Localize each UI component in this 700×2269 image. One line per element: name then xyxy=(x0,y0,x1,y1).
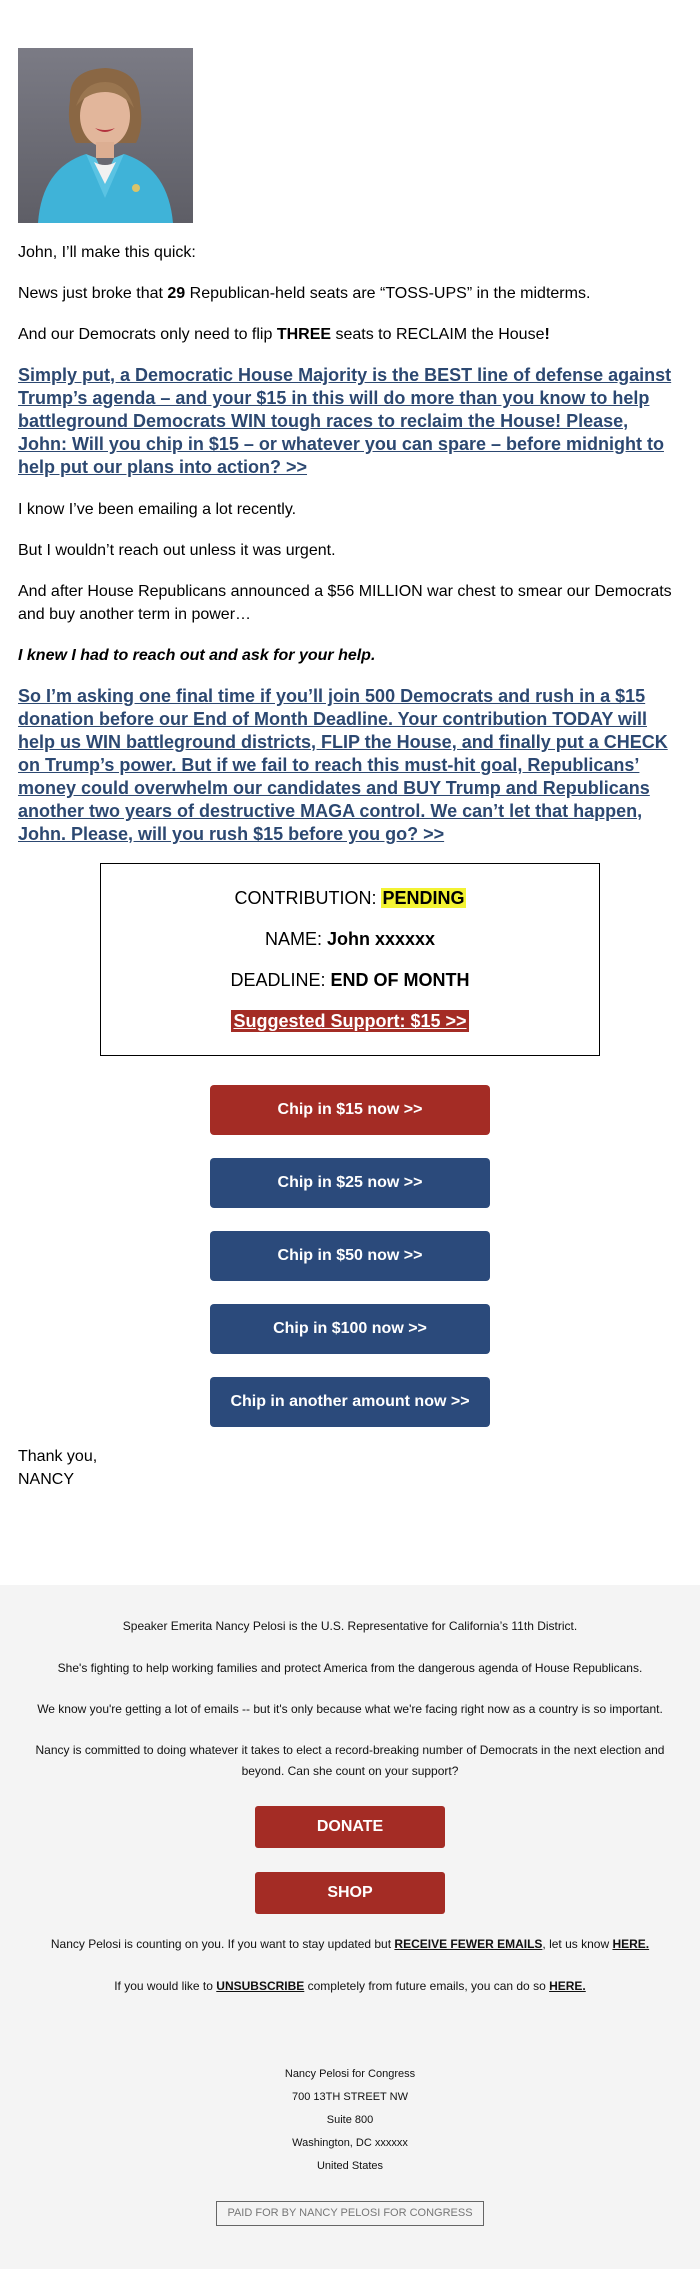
deadline-value: END OF MONTH xyxy=(330,970,470,990)
contribution-status-badge: PENDING xyxy=(382,888,465,908)
signoff-thanks: Thank you, xyxy=(18,1448,98,1465)
unsubscribe-text xyxy=(30,1976,670,1997)
address-suite: Suite 800 xyxy=(326,2114,374,2126)
footer xyxy=(0,1585,700,2269)
toss-ups-post: Republican-held seats are “TOSS-UPS” in the midterms. xyxy=(185,285,591,302)
toss-ups-paragraph xyxy=(18,282,682,305)
greeting-text: John, I’ll make this quick: xyxy=(18,244,196,261)
name-value: John xxxxxx xyxy=(326,929,436,949)
fewer-emails-link[interactable]: HERE. xyxy=(612,1937,650,1951)
address-city: Washington, DC xxxxxx xyxy=(292,2137,408,2149)
suggested-support-link[interactable]: Suggested Support: $15 >> xyxy=(233,1011,467,1031)
chip-in-50-button[interactable]: Chip in $50 now >> xyxy=(210,1231,490,1281)
chip-in-15-button[interactable]: Chip in $15 now >> xyxy=(210,1085,490,1135)
footer-district-text: Speaker Emerita Nancy Pelosi is the U.S. Representative for California’s 11th District. xyxy=(122,1619,578,1633)
footer-committed-text: Nancy is committed to doing whatever it takes to elect a record-breaking number of Democrats in the next election and beyond. Can she count on your support? xyxy=(35,1743,665,1778)
name-line xyxy=(101,928,599,950)
emailing-paragraph: I know I’ve been emailing a lot recently. xyxy=(18,501,297,518)
flip-three-paragraph xyxy=(18,323,682,346)
deadline-line xyxy=(101,969,599,991)
contribution-status-box xyxy=(100,863,600,1056)
contribution-label: CONTRIBUTION: xyxy=(234,888,382,908)
donate-link-deadline[interactable]: So I’m asking one final time if you’ll join 500 Democrats and rush in a $15 donation before our End of Month Deadline. Your contribution TODAY will help us WIN battleground districts, FLIP the House, and finally put a CHECK on Trump’s power. But if we fail to reach this must-hit goal, Republicans’ money could overwhelm our candidates and BUY Trump and Republicans another two years of destructive MAGA control. We can’t let that happen, John. Please, will you rush $15 before you go? >> xyxy=(18,686,668,844)
portrait-photo xyxy=(18,48,193,223)
fewer-emails-label: RECEIVE FEWER EMAILS xyxy=(394,1937,543,1951)
flip-count: THREE xyxy=(276,326,332,343)
war-chest-paragraph: And after House Republicans announced a $56 MILLION war chest to smear our Democrats and buy another term in power… xyxy=(18,583,672,623)
shop-button[interactable]: SHOP xyxy=(255,1872,445,1914)
chip-in-100-button[interactable]: Chip in $100 now >> xyxy=(210,1304,490,1354)
address-country: United States xyxy=(316,2160,384,2172)
signoff-name: NANCY xyxy=(18,1471,75,1488)
chip-in-other-button[interactable]: Chip in another amount now >> xyxy=(210,1377,490,1427)
unsub-pre: If you would like to xyxy=(114,1979,217,1993)
donate-link-house-majority[interactable]: Simply put, a Democratic House Majority is the BEST line of defense against Trump’s agenda – and your $15 in this will do more than you know to help battleground Democrats WIN tough races to reclaim the House! Please, John: Will you chip in $15 – or whatever you can spare – before midnight to help put our plans into action? >> xyxy=(18,365,672,477)
suggested-line xyxy=(101,1010,599,1032)
flip-pre: And our Democrats only need to flip xyxy=(18,326,277,343)
unsub-mid: completely from future emails, you can do so xyxy=(304,1979,550,1993)
chip-in-25-button[interactable]: Chip in $25 now >> xyxy=(210,1158,490,1208)
contribution-line xyxy=(101,887,599,909)
fewer-pre: Nancy Pelosi is counting on you. If you want to stay updated but xyxy=(50,1937,395,1951)
urgent-paragraph: But I wouldn’t reach out unless it was urgent. xyxy=(18,542,336,559)
donate-button[interactable]: DONATE xyxy=(255,1806,445,1848)
name-label: NAME: xyxy=(264,929,327,949)
unsubscribe-link[interactable]: HERE. xyxy=(549,1979,586,1993)
address-org: Nancy Pelosi for Congress xyxy=(284,2068,416,2080)
deadline-label: DEADLINE: xyxy=(230,970,331,990)
footer-fighting-text: She's fighting to help working families and protect America from the dangerous agenda of House Republicans. xyxy=(57,1661,643,1675)
footer-emails-text: We know you're getting a lot of emails -- but it's only because what we're facing right now as a country is so important. xyxy=(37,1702,663,1716)
fewer-emails-text xyxy=(30,1934,670,1955)
fewer-mid: , let us know xyxy=(542,1937,613,1951)
flip-end: ! xyxy=(544,326,550,343)
unsubscribe-label: UNSUBSCRIBE xyxy=(216,1979,305,1993)
address-street: 700 13TH STREET NW xyxy=(292,2091,408,2103)
paid-for-disclaimer: PAID FOR BY NANCY PELOSI FOR CONGRESS xyxy=(216,2201,484,2226)
toss-ups-count: 29 xyxy=(167,285,186,302)
flip-post: seats to RECLAIM the House xyxy=(331,326,545,343)
ask-help-paragraph: I knew I had to reach out and ask for your help. xyxy=(18,647,376,664)
toss-ups-pre: News just broke that xyxy=(18,285,168,302)
